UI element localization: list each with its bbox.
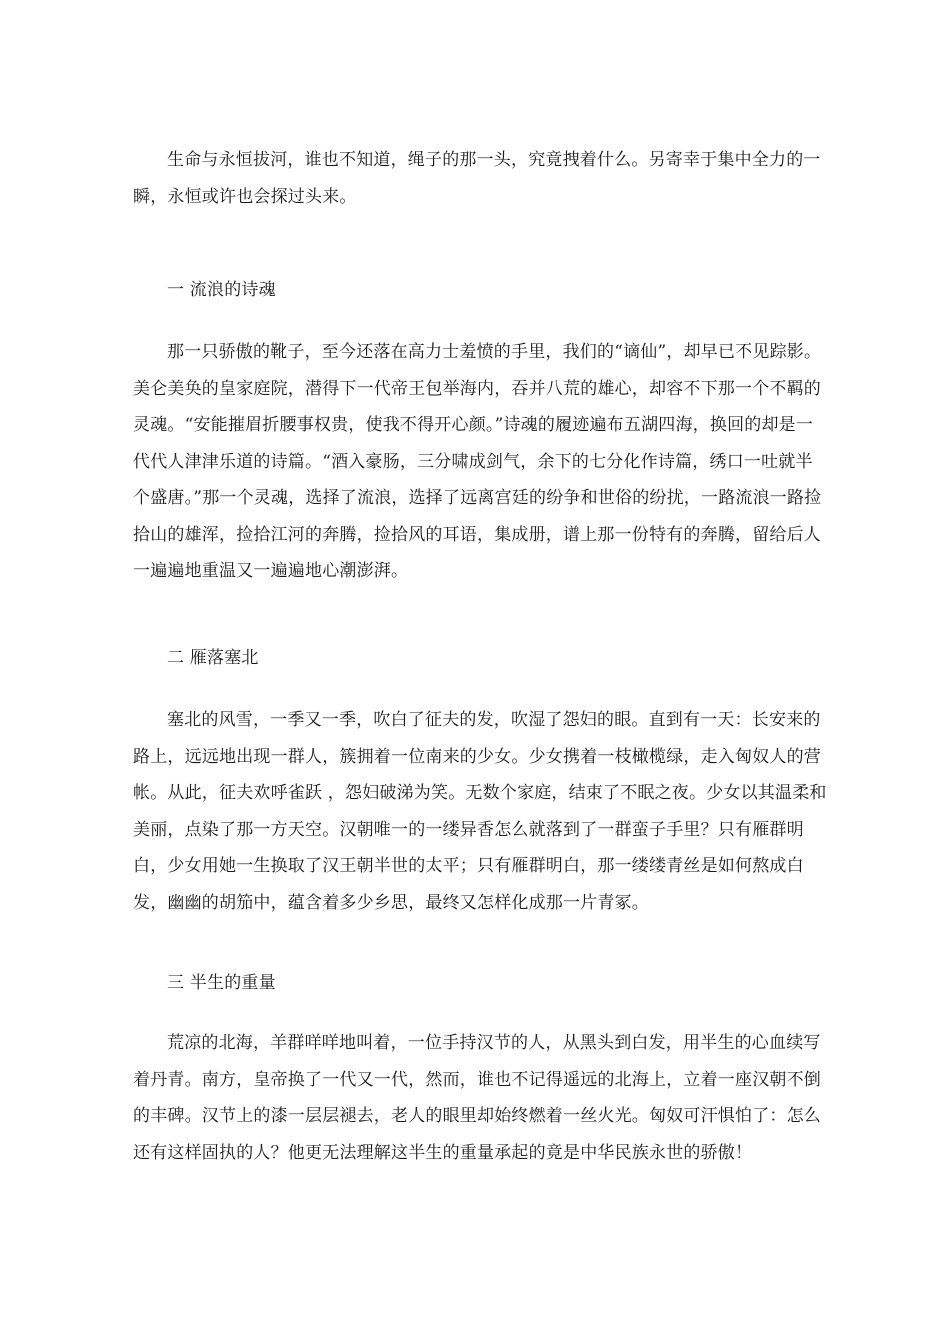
section-body-3: 荒凉的北海，羊群咩咩地叫着，一位手持汉节的人，从黑头到白发，用半生的心血续写着丹青。南方，皇帝换了一代又一代，然而，谁也不记得遥远的北海上，立着一座汉朝不倒的丰碑。汉节上的漆一层层褪去，老人的眼里却始终燃着一丝火光。匈奴可汗惧怕了：怎么还有这样固执的人？他更无法理解这半生的重量承起的竟是中华民族永世的骄傲！ [133, 1033, 821, 1163]
intro-paragraph: 生命与永恒拔河，谁也不知道，绳子的那一头，究竟拽着什么。另寄幸于集中全力的一瞬，永恒或许也会探过头来。 [133, 150, 821, 207]
section-body-2: 塞北的风雪，一季又一季，吹白了征夫的发，吹湿了怨妇的眼。直到有一天：长安来的路上，远远地出现一群人，簇拥着一位南来的少女。少女携着一枝橄榄绿，走入匈奴人的营帐。从此，征夫欢呼雀跃 ，怨妇破涕为笑。无数个家庭，结束了不眠之夜。少女以其温柔和美丽，点染了那一方天空。汉朝唯一的一缕异香怎么就落到了一群蛮子手里？只有雁群明白，少女用她一生换取了汉王朝半世的太平；只有雁群明白，那一缕缕青丝是如何熬成白发，幽幽的胡笳中，蕴含着多少乡思，最终又怎样化成那一片青冢。 [133, 710, 827, 913]
section-heading-1: 一 流浪的诗魂 [167, 280, 276, 300]
section-body-1: 那一只骄傲的靴子，至今还落在高力士羞愤的手里，我们的“谪仙”，却早已不见踪影。美仑美奂的皇家庭院，潜得下一代帝王包举海内，吞并八荒的雄心，却容不下那一个不羁的灵魂。“安能摧眉折腰事权贵，使我不得开心颜。”诗魂的履迹遍布五湖四海，换回的却是一代代人津津乐道的诗篇。“酒入豪肠，三分啸成剑气，余下的七分化作诗篇，绣口一吐就半个盛唐。”那一个灵魂，选择了流浪，选择了远离宫廷的纷争和世俗的纷扰，一路流浪一路捡拾山的雄浑，捡拾江河的奔腾，捡拾风的耳语，集成册，谱上那一份特有的奔腾，留给后人一遍遍地重温又一遍遍地心潮澎湃。 [133, 342, 822, 581]
section-heading-3: 三 半生的重量 [167, 973, 276, 993]
section-heading-2: 二 雁落塞北 [167, 648, 259, 668]
